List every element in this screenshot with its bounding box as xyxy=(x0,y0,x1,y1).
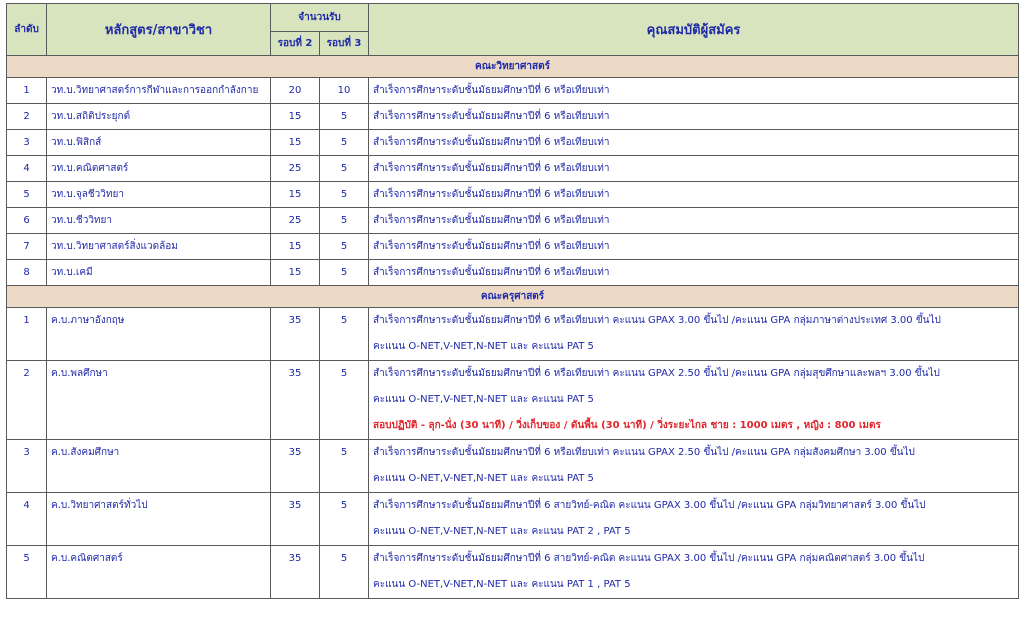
faculty-education-title: คณะครุศาสตร์ xyxy=(7,286,1019,308)
faculty-row xyxy=(7,56,1019,78)
row-no: 4 xyxy=(7,156,47,182)
table-row xyxy=(7,78,1019,104)
qualification-line: คะแนน O-NET,V-NET,N-NET และ คะแนน PAT 2 , PAT 5 xyxy=(373,526,631,537)
row-round3: 5 xyxy=(320,208,369,234)
row-program: ค.บ.คณิตศาสตร์ xyxy=(47,546,271,599)
qualification-line: คะแนน O-NET,V-NET,N-NET และ คะแนน PAT 5 xyxy=(373,341,594,352)
table-row xyxy=(7,361,1019,440)
qualification-line: สำเร็จการศึกษาระดับชั้นมัธยมศึกษาปีที่ 6 หรือเทียบเท่า คะแนน GPAX 2.50 ขึ้นไป /คะแนน GPA กลุ่มสุขศึกษาและพลฯ 3.00 ขึ้นไป xyxy=(373,368,940,379)
row-round2: 25 xyxy=(271,208,320,234)
header-program: หลักสูตร/สาขาวิชา xyxy=(47,4,271,56)
header-round2: รอบที่ 2 xyxy=(271,32,320,56)
row-round2: 15 xyxy=(271,104,320,130)
row-qualification: สำเร็จการศึกษาระดับชั้นมัธยมศึกษาปีที่ 6 หรือเทียบเท่า xyxy=(369,208,1019,234)
row-round3: 5 xyxy=(320,546,369,599)
header-no: ลำดับ xyxy=(7,4,47,56)
row-qualification: สำเร็จการศึกษาระดับชั้นมัธยมศึกษาปีที่ 6 หรือเทียบเท่า xyxy=(369,182,1019,208)
admission-table xyxy=(6,3,1019,599)
row-no: 1 xyxy=(7,78,47,104)
row-round2: 35 xyxy=(271,308,320,361)
row-round3: 5 xyxy=(320,308,369,361)
row-qualification: สำเร็จการศึกษาระดับชั้นมัธยมศึกษาปีที่ 6 หรือเทียบเท่า xyxy=(369,234,1019,260)
row-no: 8 xyxy=(7,260,47,286)
row-no: 5 xyxy=(7,546,47,599)
row-qualification: สำเร็จการศึกษาระดับชั้นมัธยมศึกษาปีที่ 6 หรือเทียบเท่า xyxy=(369,78,1019,104)
row-qualification xyxy=(369,440,1019,493)
row-qualification: สำเร็จการศึกษาระดับชั้นมัธยมศึกษาปีที่ 6 หรือเทียบเท่า xyxy=(369,104,1019,130)
table-row xyxy=(7,493,1019,546)
admission-table-container xyxy=(6,3,1018,599)
faculty-row xyxy=(7,286,1019,308)
table-row xyxy=(7,130,1019,156)
row-no: 7 xyxy=(7,234,47,260)
row-round3: 5 xyxy=(320,104,369,130)
row-qualification xyxy=(369,361,1019,440)
header-round3: รอบที่ 3 xyxy=(320,32,369,56)
faculty-science-title: คณะวิทยาศาสตร์ xyxy=(7,56,1019,78)
row-program: วท.บ.สถิติประยุกต์ xyxy=(47,104,271,130)
row-no: 4 xyxy=(7,493,47,546)
qualification-line: สำเร็จการศึกษาระดับชั้นมัธยมศึกษาปีที่ 6 หรือเทียบเท่า คะแนน GPAX 3.00 ขึ้นไป /คะแนน GPA กลุ่มภาษาต่างประเทศ 3.00 ขึ้นไป xyxy=(373,315,941,326)
row-program: ค.บ.วิทยาศาสตร์ทั่วไป xyxy=(47,493,271,546)
row-qualification: สำเร็จการศึกษาระดับชั้นมัธยมศึกษาปีที่ 6 หรือเทียบเท่า xyxy=(369,130,1019,156)
row-no: 2 xyxy=(7,361,47,440)
row-round2: 15 xyxy=(271,130,320,156)
header-qualification: คุณสมบัติผู้สมัคร xyxy=(369,4,1019,56)
row-no: 3 xyxy=(7,440,47,493)
row-round2: 35 xyxy=(271,493,320,546)
row-program: วท.บ.วิทยาศาสตร์การกีฬาและการออกกำลังกาย xyxy=(47,78,271,104)
row-round2: 15 xyxy=(271,234,320,260)
row-program: วท.บ.เคมี xyxy=(47,260,271,286)
table-row xyxy=(7,260,1019,286)
table-row xyxy=(7,182,1019,208)
row-program: วท.บ.คณิตศาสตร์ xyxy=(47,156,271,182)
row-round3: 5 xyxy=(320,182,369,208)
row-round3: 10 xyxy=(320,78,369,104)
qualification-line: สำเร็จการศึกษาระดับชั้นมัธยมศึกษาปีที่ 6 หรือเทียบเท่า คะแนน GPAX 2.50 ขึ้นไป /คะแนน GPA กลุ่มสังคมศึกษา 3.00 ขึ้นไป xyxy=(373,447,915,458)
row-round2: 35 xyxy=(271,546,320,599)
table-row xyxy=(7,546,1019,599)
practical-exam-note: สอบปฏิบัติ - ลุก-นั่ง (30 นาที) / วิ่งเก็บของ / ดันพื้น (30 นาที) / วิ่งระยะไกล ชาย : 1000 เมตร , หญิง : 800 เมตร xyxy=(373,420,881,431)
table-row xyxy=(7,440,1019,493)
table-header-row xyxy=(7,4,1019,32)
row-qualification: สำเร็จการศึกษาระดับชั้นมัธยมศึกษาปีที่ 6 หรือเทียบเท่า xyxy=(369,260,1019,286)
row-program: วท.บ.ชีววิทยา xyxy=(47,208,271,234)
row-no: 6 xyxy=(7,208,47,234)
row-round2: 25 xyxy=(271,156,320,182)
row-program: วท.บ.วิทยาศาสตร์สิ่งแวดล้อม xyxy=(47,234,271,260)
qualification-line: คะแนน O-NET,V-NET,N-NET และ คะแนน PAT 1 , PAT 5 xyxy=(373,579,631,590)
row-round3: 5 xyxy=(320,130,369,156)
row-round2: 15 xyxy=(271,260,320,286)
row-round3: 5 xyxy=(320,234,369,260)
row-round2: 20 xyxy=(271,78,320,104)
row-qualification: สำเร็จการศึกษาระดับชั้นมัธยมศึกษาปีที่ 6 หรือเทียบเท่า xyxy=(369,156,1019,182)
row-program: วท.บ.จุลชีววิทยา xyxy=(47,182,271,208)
row-round3: 5 xyxy=(320,361,369,440)
row-no: 5 xyxy=(7,182,47,208)
table-row xyxy=(7,208,1019,234)
row-round2: 15 xyxy=(271,182,320,208)
row-round3: 5 xyxy=(320,156,369,182)
row-round2: 35 xyxy=(271,440,320,493)
table-row xyxy=(7,156,1019,182)
row-round3: 5 xyxy=(320,260,369,286)
row-program: วท.บ.ฟิสิกส์ xyxy=(47,130,271,156)
row-program: ค.บ.สังคมศึกษา xyxy=(47,440,271,493)
table-row xyxy=(7,308,1019,361)
row-program: ค.บ.พลศึกษา xyxy=(47,361,271,440)
header-quota: จำนวนรับ xyxy=(271,4,369,32)
row-program: ค.บ.ภาษาอังกฤษ xyxy=(47,308,271,361)
row-round3: 5 xyxy=(320,440,369,493)
row-qualification xyxy=(369,546,1019,599)
qualification-line: สำเร็จการศึกษาระดับชั้นมัธยมศึกษาปีที่ 6 สายวิทย์-คณิต คะแนน GPAX 3.00 ขึ้นไป /คะแนน GPA กลุ่มคณิตศาสตร์ 3.00 ขึ้นไป xyxy=(373,553,925,564)
row-qualification xyxy=(369,308,1019,361)
row-no: 2 xyxy=(7,104,47,130)
qualification-line: สำเร็จการศึกษาระดับชั้นมัธยมศึกษาปีที่ 6 สายวิทย์-คณิต คะแนน GPAX 3.00 ขึ้นไป /คะแนน GPA กลุ่มวิทยาศาสตร์ 3.00 ขึ้นไป xyxy=(373,500,926,511)
row-no: 3 xyxy=(7,130,47,156)
row-round2: 35 xyxy=(271,361,320,440)
row-no: 1 xyxy=(7,308,47,361)
row-qualification xyxy=(369,493,1019,546)
table-row xyxy=(7,234,1019,260)
qualification-line: คะแนน O-NET,V-NET,N-NET และ คะแนน PAT 5 xyxy=(373,394,594,405)
qualification-line: คะแนน O-NET,V-NET,N-NET และ คะแนน PAT 5 xyxy=(373,473,594,484)
row-round3: 5 xyxy=(320,493,369,546)
table-row xyxy=(7,104,1019,130)
